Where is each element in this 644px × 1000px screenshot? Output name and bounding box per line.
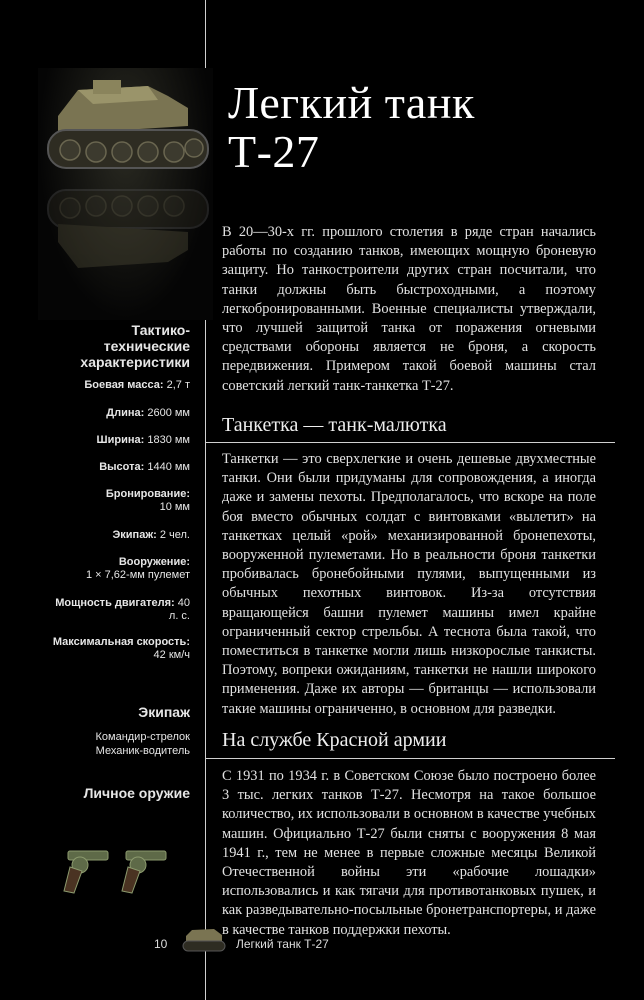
weapons-title: Личное оружие <box>83 785 190 801</box>
stat-engine: Мощность двигателя: 40 л. с. <box>55 597 190 622</box>
section-rule <box>205 758 615 759</box>
stat-height: Высота: 1440 мм <box>99 461 190 473</box>
section-rule <box>205 442 615 443</box>
stat-mass: Боевая масса: 2,7 т <box>84 379 190 391</box>
revolvers-illustration <box>60 843 188 898</box>
section-heading-red-army: На службе Красной армии <box>222 729 447 751</box>
page-number: 10 <box>154 937 168 951</box>
stat-armor: Бронирование: 10 мм <box>105 488 190 513</box>
running-title: Легкий танк Т-27 <box>236 937 329 951</box>
crew-title: Экипаж <box>138 704 190 720</box>
section-heading-tankette: Танкетка — танк-малютка <box>222 414 447 436</box>
stat-length: Длина: 2600 мм <box>106 407 190 419</box>
section-text-tankette: Танкетки — это сверхлегкие и очень дешевые двухместные танки. Они были придуманы для сопровождения, а иногда даже и замены пехоты. Предполагалось, что вскоре на поле боя вместо обычных солдат с винтовками «вылетит» на танкетках целый «рой» механизированной бронепехоты, вооруженной пулеметами. Но в реальности броня танкетки пробивалась бронебойными пулями, выпущенными из обычных пехотных винтовок. Из-за отсутствия вращающейся башни пулемет машины имел крайне ограниченный сектор стрельбы. А теснота была такой, что поместиться в танкетке могли лишь низкорослые танкисты. Поэтому, вопреки ожиданиям, танкетки не нашли широкого применения. Даже их авторы — британцы — использовали такие машины ограниченно, в основном для разведки. <box>222 451 596 717</box>
stat-crew: Экипаж: 2 чел. <box>112 529 190 541</box>
crew-member-2: Механик-водитель <box>95 745 190 757</box>
tank-illustration <box>38 68 213 320</box>
tank-thumbnail <box>180 926 228 954</box>
page-title: Легкий танк Т-27 <box>228 77 475 177</box>
stats-title: Тактико-технические характеристики <box>80 322 190 370</box>
stat-armament: Вооружение: 1 × 7,62-мм пулемет <box>85 556 190 581</box>
stat-speed: Максимальная скорость: 42 км/ч <box>52 636 190 661</box>
crew-member-1: Командир-стрелок <box>95 731 190 743</box>
stat-width: Ширина: 1830 мм <box>96 434 190 446</box>
intro-paragraph: В 20—30-х гг. прошлого столетия в ряде стран начались работы по созданию танков, имеющих мощную броневую защиту. Но танкостроители других стран посчитали, что танки должны быть быстроходными, а поэтому легкобронированными. Военные специалисты утверждали, что лучшей защитой танка от поражения огневыми средствами обороны является не броня, а скорость передвижения. Примером такой боевой машины стал советский легкий танк-танкетка Т-27. <box>222 224 596 394</box>
section-text-red-army: С 1931 по 1934 г. в Советском Союзе было построено более 3 тыс. легких танков Т-27. Несмотря на такое большое количество, их использовали в основном в качестве учебных машин. Официально Т-27 были сняты с вооружения 8 мая 1941 г., тем не менее в первые сложные месяцы Великой Отечественной войны эти «рабочие лошадки» использовались и как тягачи для противотанковых пушек, и как разведывательно-посыльные бронетранспортеры, и даже в качестве танков поддержки пехоты. <box>222 768 596 938</box>
